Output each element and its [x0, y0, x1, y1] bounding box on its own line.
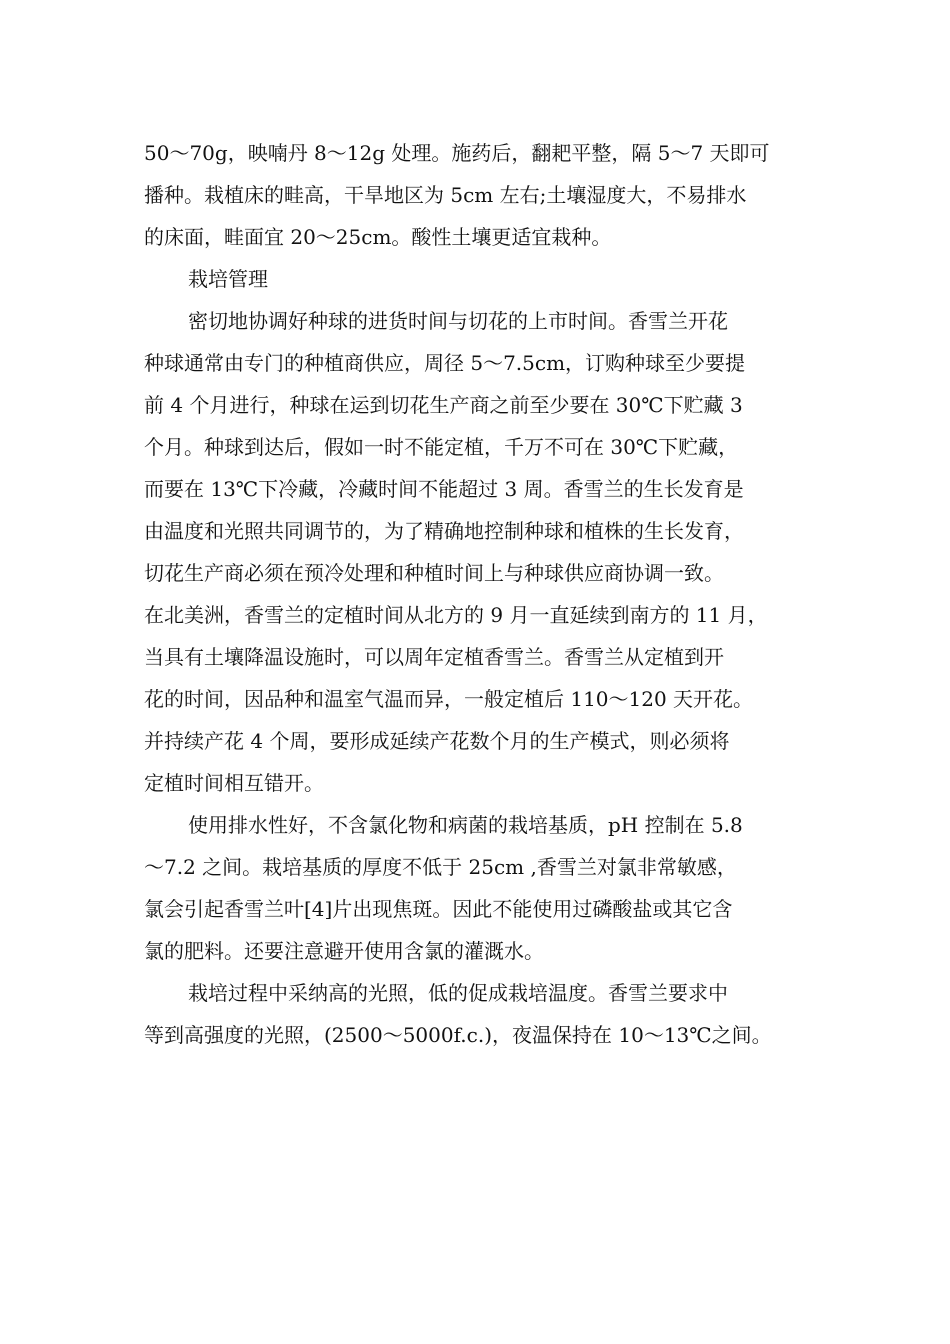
- paragraph-line: 切花生产商必须在预冷处理和种植时间上与种球供应商协调一致。: [144, 561, 724, 585]
- paragraph-line: 并持续产花 4 个周，要形成延续产花数个月的生产模式，则必须将: [144, 729, 730, 753]
- paragraph-line: 氯会引起香雪兰叶[4]片出现焦斑。因此不能使用过磷酸盐或其它含: [144, 897, 733, 921]
- paragraph-line: 在北美洲，香雪兰的定植时间从北方的 9 月一直延续到南方的 11 月，: [144, 603, 768, 627]
- paragraph-line: 种球通常由专门的种植商供应，周径 5～7.5cm，订购种球至少要提: [144, 351, 746, 375]
- paragraph-line: 花的时间，因品种和温室气温而异，一般定植后 110～120 天开花。: [144, 687, 754, 711]
- paragraph-line: 50～70g，映喃丹 8～12g 处理。施药后，翻耙平整，隔 5～7 天即可: [144, 141, 770, 165]
- paragraph-line: 前 4 个月进行，种球在运到切花生产商之前至少要在 30℃下贮藏 3: [144, 393, 743, 417]
- paragraph-line: 由温度和光照共同调节的，为了精确地控制种球和植株的生长发育，: [144, 519, 744, 543]
- section-heading: 栽培管理: [188, 267, 268, 291]
- paragraph-line: ～7.2 之间。栽培基质的厚度不低于 25cm ,香雪兰对氯非常敏感，: [144, 855, 737, 879]
- paragraph-line: 的床面，畦面宜 20～25cm。酸性土壤更适宜栽种。: [144, 225, 612, 249]
- paragraph-line: 而要在 13℃下冷藏，冷藏时间不能超过 3 周。香雪兰的生长发育是: [144, 477, 744, 501]
- paragraph-line: 栽培过程中采纳高的光照，低的促成栽培温度。香雪兰要求中: [188, 981, 728, 1005]
- paragraph-line: 定植时间相互错开。: [144, 771, 324, 795]
- paragraph-line: 当具有土壤降温设施时，可以周年定植香雪兰。香雪兰从定植到开: [144, 645, 724, 669]
- paragraph-line: 密切地协调好种球的进货时间与切花的上市时间。香雪兰开花: [188, 309, 728, 333]
- document-body: [144, 132, 824, 1056]
- paragraph-line: 使用排水性好，不含氯化物和病菌的栽培基质，pH 控制在 5.8: [188, 813, 743, 837]
- paragraph-line: 个月。种球到达后，假如一时不能定植，千万不可在 30℃下贮藏，: [144, 435, 739, 459]
- paragraph-line: 等到高强度的光照，(2500～5000f.c.)，夜温保持在 10～13℃之间。: [144, 1023, 772, 1047]
- paragraph-line: 氯的肥料。还要注意避开使用含氯的灌溉水。: [144, 939, 544, 963]
- paragraph-line: 播种。栽植床的畦高，干旱地区为 5cm 左右;土壤湿度大，不易排水: [144, 183, 747, 207]
